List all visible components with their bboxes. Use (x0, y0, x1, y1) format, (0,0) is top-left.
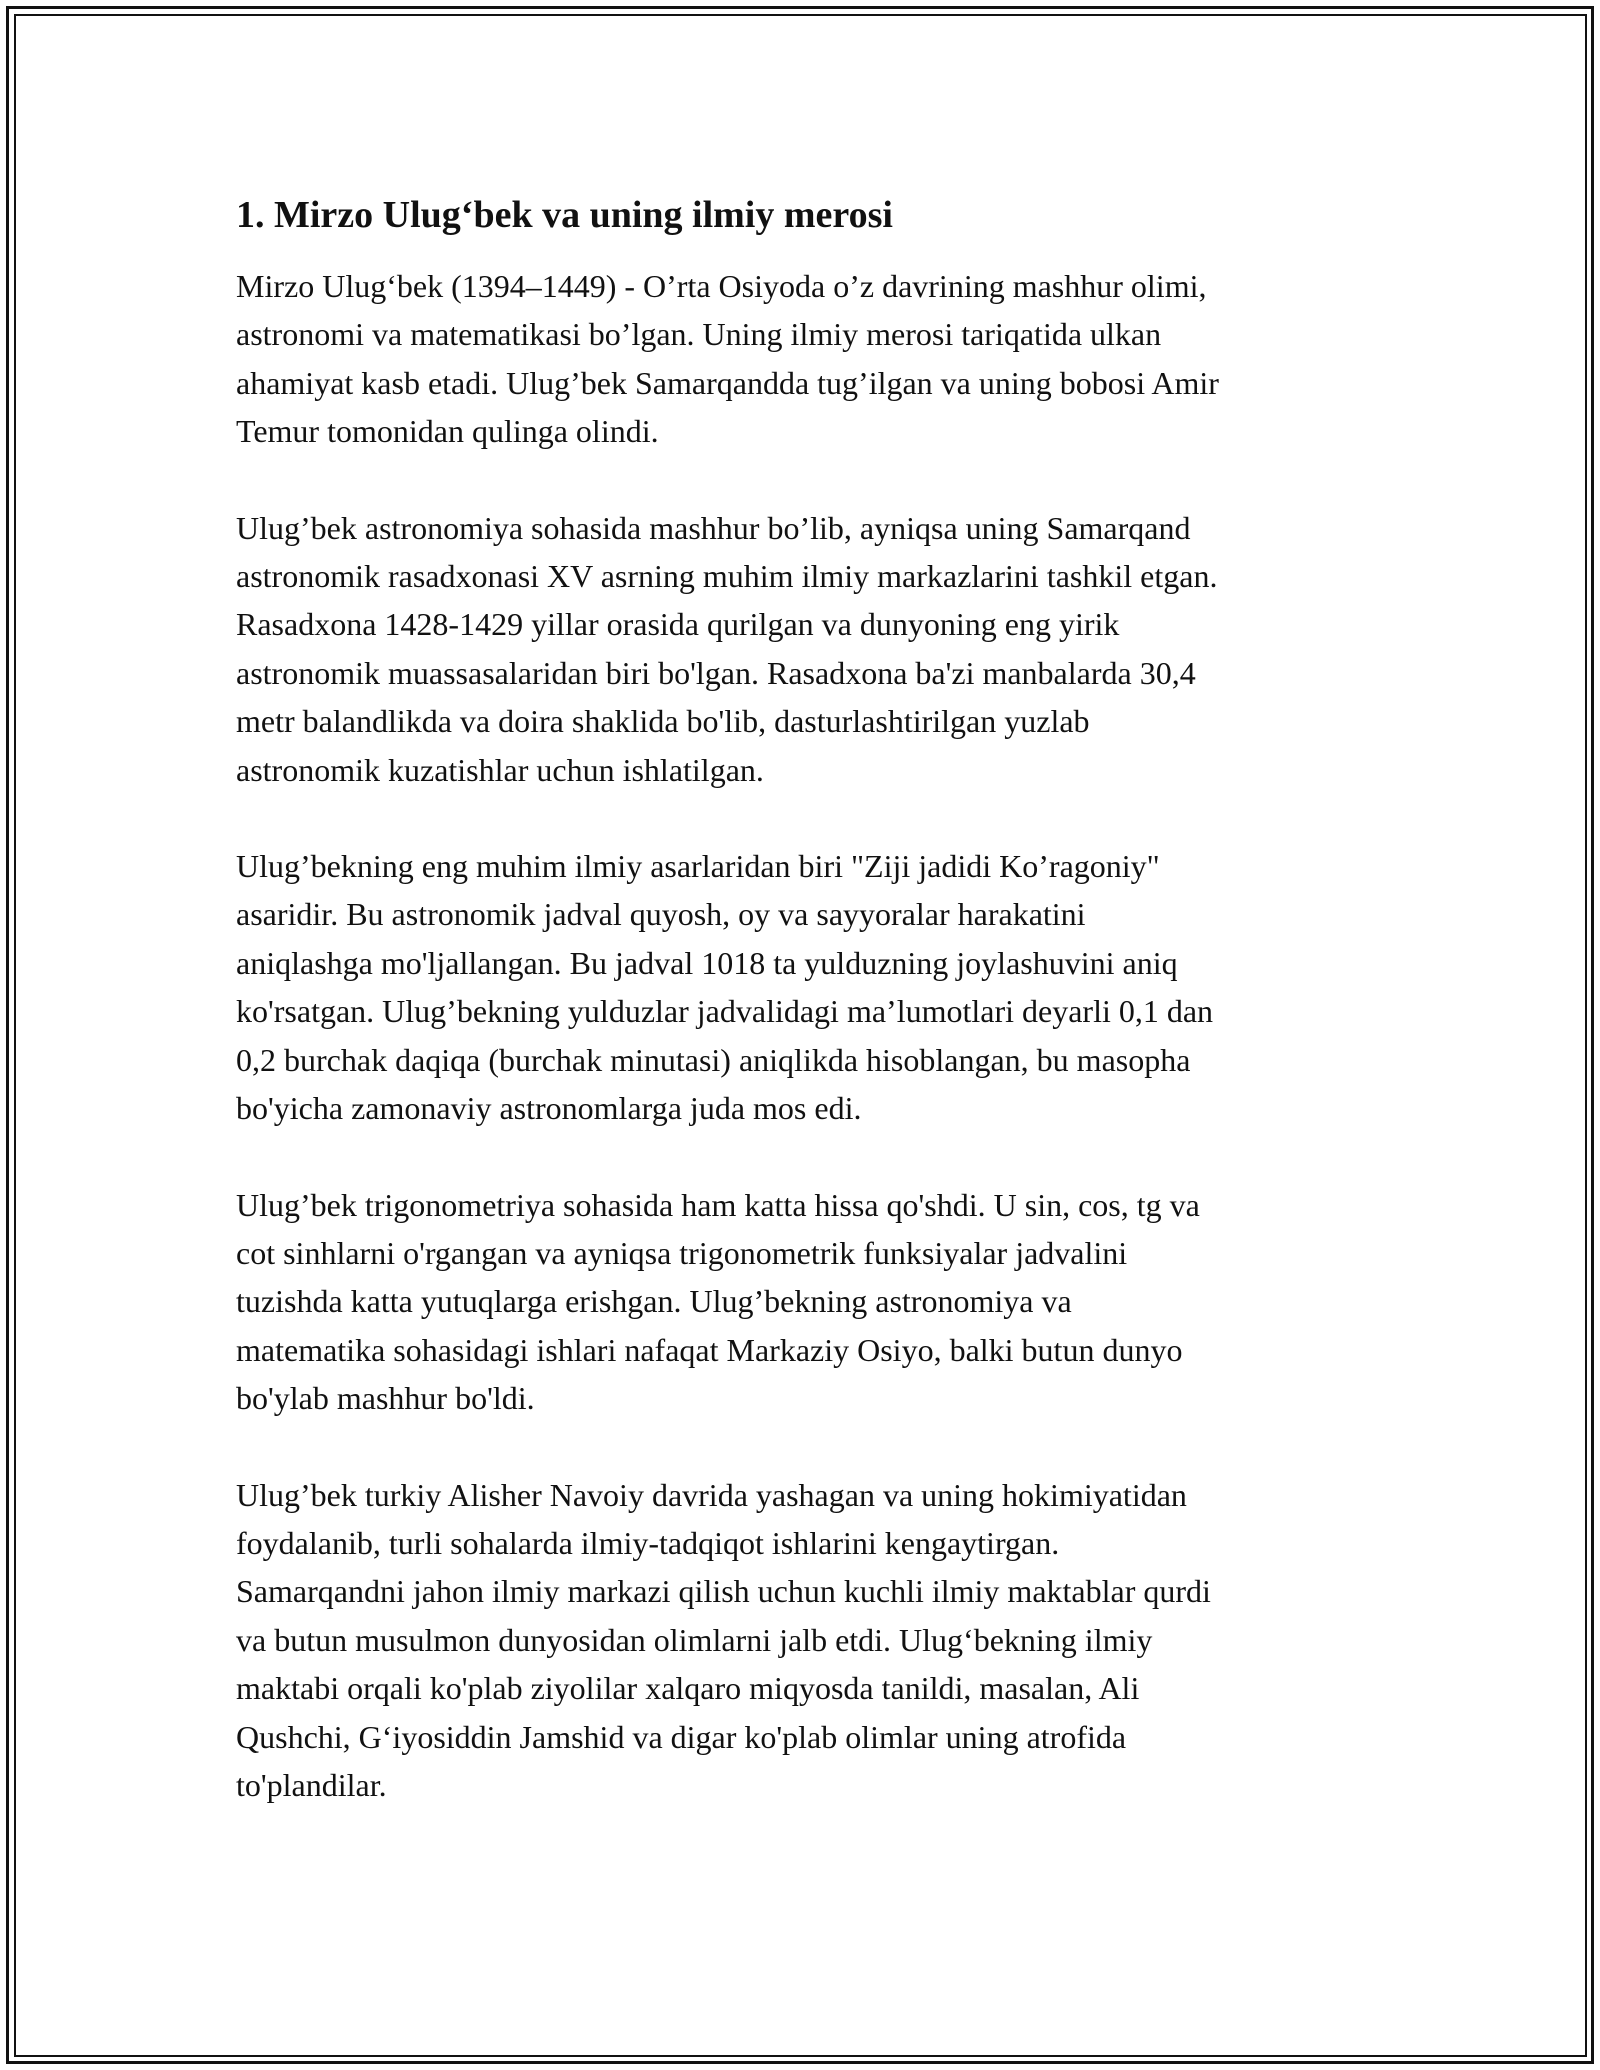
text-line: Mirzo Ulug‘bek (1394–1449) - O’rta Osiyoda o’z davrining mashhur olimi, (236, 268, 1207, 304)
text-line: 0,2 burchak daqiqa (burchak minutasi) aniqlikda hisoblangan, bu masopha (236, 1041, 1191, 1078)
text-line: Ulug’bek turkiy Alisher Navoiy davrida yashagan va uning hokimiyatidan (236, 1476, 1187, 1513)
text-line: Temur tomonidan qulinga olindi. (236, 413, 659, 450)
text-line: cot sinhlarni o'rgangan va ayniqsa trigonometrik funksiyalar jadvalini (236, 1234, 1128, 1271)
text-line: Samarqandni jahon ilmiy markazi qilish uchun kuchli ilmiy maktablar qurdi (236, 1573, 1211, 1610)
text-line: astronomik kuzatishlar uchun ishlatilgan. (236, 751, 764, 788)
text-line: ahamiyat kasb etadi. Ulug’bek Samarqandda tug’ilgan va uning bobosi Amir (236, 364, 1219, 401)
paragraph-4 (236, 1181, 1386, 1423)
text-line: maktabi orqali ko'plab ziyolilar xalqaro miqyosda tanildi, masalan, Ali (236, 1670, 1140, 1707)
text-line: to'plandilar. (236, 1766, 387, 1803)
text-line: bo'ylab mashhur bo'ldi. (236, 1380, 535, 1417)
document-body (236, 190, 1386, 1857)
text-line: Ulug’bek trigonometriya sohasida ham katta hissa qo'shdi. U sin, cos, tg va (236, 1186, 1200, 1223)
text-line: Ulug’bekning eng muhim ilmiy asarlaridan biri "Ziji jadidi Ko’ragoniy" (236, 848, 1160, 885)
text-line: astronomi va matematikasi bo’lgan. Uning ilmiy merosi tariqatida ulkan (236, 316, 1162, 353)
paragraph-5 (236, 1471, 1386, 1810)
paragraph-1 (236, 262, 1386, 456)
text-line: Ulug’bek astronomiya sohasida mashhur bo’lib, ayniqsa uning Samarqand (236, 509, 1191, 546)
text-line: Qushchi, G‘iyosiddin Jamshid va digar ko'plab olimlar uning atrofida (236, 1718, 1127, 1755)
text-line: va butun musulmon dunyosidan olimlarni jalb etdi. Ulug‘bekning ilmiy (236, 1621, 1153, 1658)
text-line: bo'yicha zamonaviy astronomlarga juda mos edi. (236, 1090, 862, 1127)
text-line: astronomik muassasalaridan biri bo'lgan. Rasadxona ba'zi manbalarda 30,4 (236, 654, 1196, 691)
text-line: aniqlashga mo'ljallangan. Bu jadval 1018 ta yulduzning joylashuvini aniq (236, 944, 1178, 981)
text-line: asaridir. Bu astronomik jadval quyosh, oy va sayyoralar harakatini (236, 896, 1086, 933)
text-line: tuzishda katta yutuqlarga erishgan. Ulug’bekning astronomiya va (236, 1283, 1072, 1320)
text-line: foydalanib, turli sohalarda ilmiy-tadqiqot ishlarini kengaytirgan. (236, 1524, 1060, 1561)
text-line: astronomik rasadxonasi XV asrning muhim ilmiy markazlarini tashkil etgan. (236, 558, 1218, 595)
section-heading: 1. Mirzo Ulug‘bek va uning ilmiy merosi (236, 194, 893, 236)
text-line: metr balandlikda va doira shaklida bo'lib, dasturlashtirilgan yuzlab (236, 703, 1090, 740)
text-line: Rasadxona 1428-1429 yillar orasida qurilgan va dunyoning eng yirik (236, 606, 1120, 643)
paragraph-3 (236, 842, 1386, 1132)
paragraph-2 (236, 504, 1386, 794)
text-line: ko'rsatgan. Ulug’bekning yulduzlar jadvalidagi ma’lumotlari deyarli 0,1 dan (236, 993, 1214, 1030)
text-line: matematika sohasidagi ishlari nafaqat Markaziy Osiyo, balki butun dunyo (236, 1331, 1183, 1368)
